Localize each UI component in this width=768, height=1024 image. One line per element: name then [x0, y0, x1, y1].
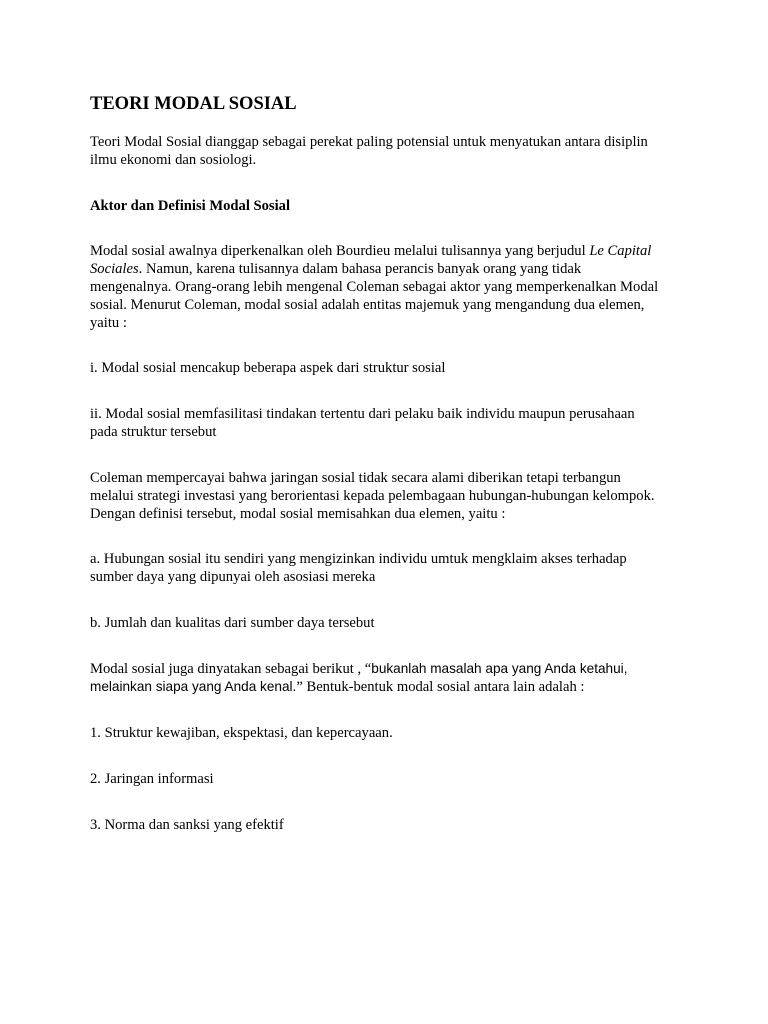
para1-line5-text: yaitu :	[90, 315, 127, 331]
paragraph-bourdieu-coleman	[90, 242, 690, 332]
book-title-part2: Sociales	[90, 261, 139, 277]
item-a-line-1: a. Hubungan sosial itu sendiri yang mengizinkan individu umtuk mengklaim akses terhadap	[90, 551, 627, 567]
list-item-3: 3. Norma dan sanksi yang efektif	[90, 817, 284, 833]
item-ii-line-2: pada struktur tersebut	[90, 424, 217, 440]
item-ii-line-1: ii. Modal sosial memfasilitasi tindakan tertentu dari pelaku baik individu maupun perusahaan	[90, 406, 635, 422]
section-heading: Aktor dan Definisi Modal Sosial	[90, 198, 291, 214]
intro-line-1: Teori Modal Sosial dianggap sebagai perekat paling potensial untuk menyatukan antara disiplin	[90, 134, 648, 150]
quote-part1: bukanlah masalah apa yang Anda ketahui,	[371, 661, 628, 676]
intro-paragraph	[90, 133, 690, 169]
para3-line1-text: Modal sosial juga dinyatakan sebagai berikut , “	[90, 661, 372, 677]
book-title-part1: Le Capital	[589, 243, 652, 259]
para2-line-3: Dengan definisi tersebut, modal sosial memisahkan dua elemen, yaitu :	[90, 506, 506, 522]
list-item-2: 2. Jaringan informasi	[90, 771, 214, 787]
item-ii	[90, 405, 690, 441]
item-a	[90, 550, 690, 586]
paragraph-coleman-network	[90, 469, 690, 523]
para1-line2-text: . Namun, karena tulisannya dalam bahasa perancis banyak orang yang tidak	[138, 261, 582, 277]
para2-line-2: melalui strategi investasi yang berorientasi kepada pelembagaan hubungan-hubungan kelompok.	[90, 488, 655, 504]
para1-line3-text: mengenalnya. Orang-orang lebih mengenal Coleman sebagai aktor yang memperkenalkan Modal	[90, 279, 659, 295]
item-b: b. Jumlah dan kualitas dari sumber daya tersebut	[90, 615, 375, 631]
paragraph-quote	[90, 660, 690, 696]
para2-line-1: Coleman mempercayai bahwa jaringan sosial tidak secara alami diberikan tetapi terbangun	[90, 470, 621, 486]
para1-line4-text: sosial. Menurut Coleman, modal sosial adalah entitas majemuk yang mengandung dua elemen,	[90, 297, 645, 313]
para1-line1-text: Modal sosial awalnya diperkenalkan oleh Bourdieu melalui tulisannya yang berjudul	[90, 243, 590, 259]
item-i: i. Modal sosial mencakup beberapa aspek dari struktur sosial	[90, 360, 446, 376]
para3-line2-text: ” Bentuk-bentuk modal sosial antara lain adalah :	[296, 679, 585, 695]
document-title: TEORI MODAL SOSIAL	[90, 94, 297, 114]
quote-part2: melainkan siapa yang Anda kenal.	[90, 679, 297, 694]
item-a-line-2: sumber daya yang dipunyai oleh asosiasi mereka	[90, 569, 376, 585]
list-item-1: 1. Struktur kewajiban, ekspektasi, dan kepercayaan.	[90, 725, 393, 741]
intro-line-2: ilmu ekonomi dan sosiologi.	[90, 152, 257, 168]
